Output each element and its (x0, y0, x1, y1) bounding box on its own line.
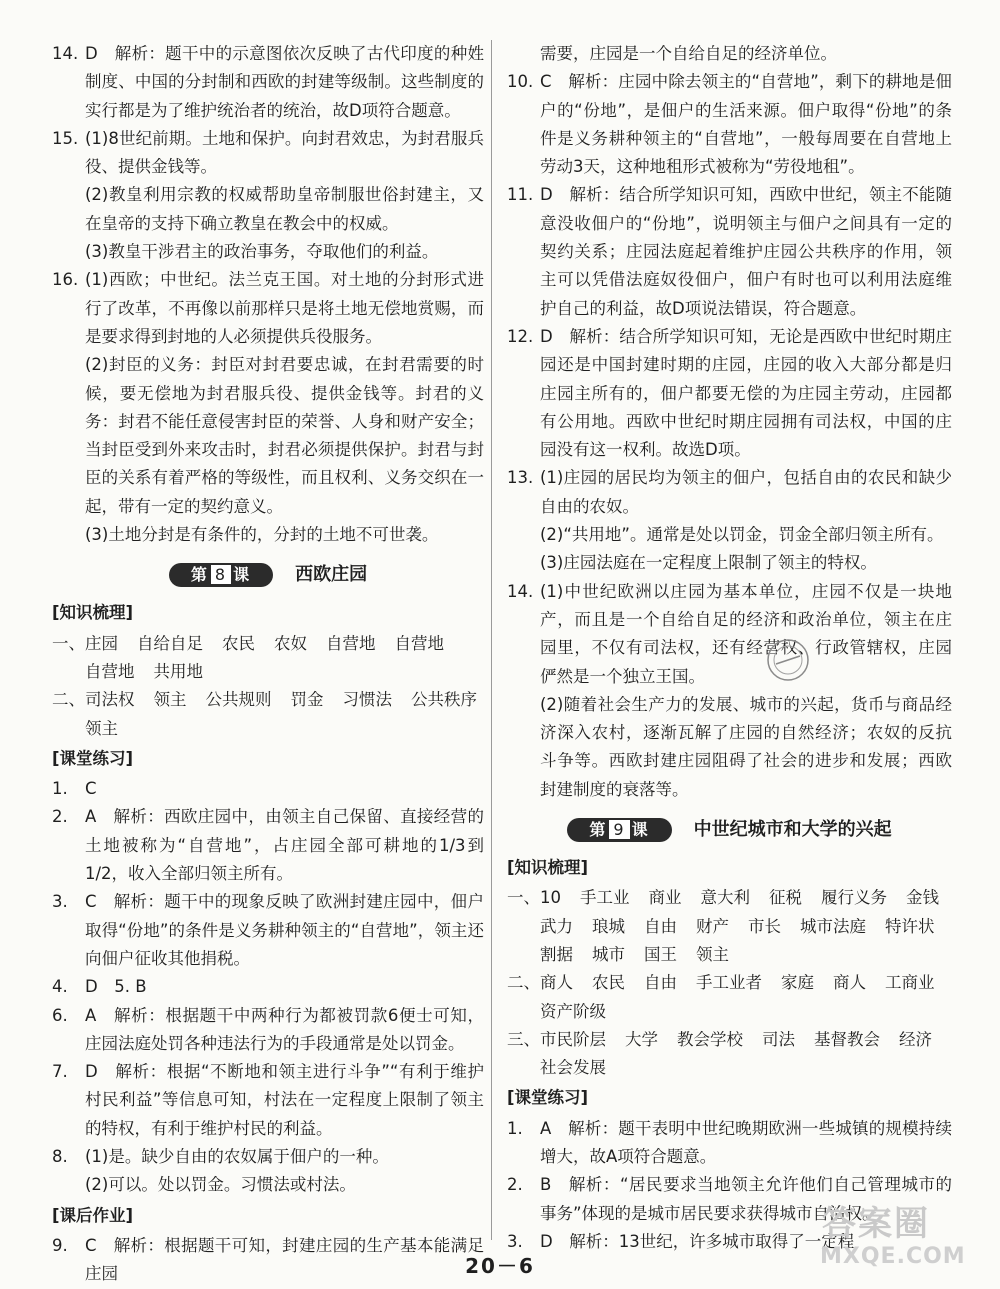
sub-answer: (2)“共用地”。通常是处以罚金，罚金全部归领主所有。 (540, 525, 944, 545)
keyword: 司法 (762, 1029, 795, 1049)
keyword: 资产阶级 (540, 1001, 606, 1021)
keyword: 城市 (592, 944, 625, 964)
lesson-title: 中世纪城市和大学的兴起 (693, 818, 892, 840)
watermark-url: MXQE.COM (820, 1244, 966, 1269)
keyword: 共用地 (153, 661, 203, 681)
keyword-row: 二、 商人 农民 自由 手工业者 家庭 商人 工商业 资产阶级 (507, 969, 952, 1026)
answer-item (52, 40, 484, 125)
left-column (52, 40, 484, 1288)
keyword: 教会学校 (677, 1029, 743, 1049)
answer-item (52, 266, 484, 351)
keyword: 特许状 (885, 916, 935, 936)
keyword: 基督教会 (814, 1029, 880, 1049)
answer-item: 8. (1)是。缺少自由的农奴属于佃户的一种。 (52, 1146, 389, 1166)
keyword: 公共秩序 (411, 690, 477, 710)
answer-item: 1. A 解析：题干表明中世纪晚期欧洲一些城镇的规模持续增大，故A项符合题意。 (507, 1118, 952, 1166)
keyword: 自由 (644, 973, 677, 993)
keyword: 商人 (833, 973, 866, 993)
sub-answer: (3)庄园法庭在一定程度上限制了领主的特权。 (540, 553, 877, 573)
keyword: 意大利 (700, 888, 750, 908)
keyword: 琅城 (592, 916, 625, 936)
keyword: 农奴 (274, 633, 307, 653)
keyword: 领主 (85, 718, 118, 738)
keyword-row: 一、 庄园 自给自足 农民 农奴 自营地 自营地 自营地 共用地 (52, 630, 484, 687)
keyword: 金钱 (906, 888, 939, 908)
column-divider (491, 40, 492, 1240)
lesson-badge: 第 9 课 (567, 818, 671, 842)
keyword: 商业 (648, 888, 682, 908)
section-class-exercise: [课堂练习] (52, 748, 134, 768)
keyword-row: 二、 司法权 领主 公共规则 罚金 习惯法 公共秩序 领主 (52, 686, 484, 743)
answer-item: 2. A 解析：西欧庄园中，由领主自己保留、直接经营的土地被称为“自营地”，占庄园全部可耕地的1/3到1/2，收入全部归领主所有。 (52, 807, 484, 884)
item-text: D 解析：题干中的示意图依次反映了古代印度的种姓制度、中国的分封制和西欧的封建等级制。这些制度的实行都是为了维护统治者的统治，故D项符合题意。 (85, 44, 484, 120)
keyword: 自由 (644, 916, 677, 936)
answer-item: 2. B 解析：“居民要求当地领主允许他们自己管理城市的事务”体现的是城市居民要求获得城市自治权。 (507, 1175, 952, 1223)
item-number: 14. (52, 44, 79, 63)
keyword: 自给自足 (137, 633, 203, 653)
lesson-9-header (507, 814, 952, 846)
sub-answer: (3)土地分封是有条件的，分封的土地不可世袭。 (85, 525, 439, 545)
keyword: 工商业 (885, 973, 935, 993)
answer-item: 4. D 5. B (52, 977, 147, 997)
item-number: 16. (52, 270, 79, 290)
item-text: (1)西欧；中世纪。法兰克王国。对土地的分封形式进行了改革，不再像以前那样只是将土地无偿地赏赐，而是要求得到封地的人必须提供兵役服务。 (85, 270, 484, 346)
keyword: 割据 (540, 944, 573, 964)
keyword: 农民 (592, 973, 625, 993)
keyword: 市长 (748, 916, 781, 936)
keyword: 自营地 (394, 633, 444, 653)
section-class-exercise: [课堂练习] (507, 1088, 589, 1108)
answer-item: 11. D 解析：结合所学知识可知，西欧中世纪，领主不能随意没收佃户的“份地”，说明领主与佃户之间具有一定的契约关系；庄园法庭起着维护庄园公共秩序的作用，领主可以凭借法庭奴役佃户，佃户有时也可以利用法庭维护自己的利益，故D项说法错误，符合题意。 (507, 185, 952, 318)
section-knowledge: [知识梳理] (507, 858, 589, 878)
keyword: 武力 (540, 916, 573, 936)
keyword-row: 三、 市民阶层 大学 教会学校 司法 基督教会 经济 社会发展 (507, 1026, 952, 1083)
keyword: 罚金 (290, 690, 324, 710)
lesson-8-header (52, 559, 484, 591)
item-number: 15. (52, 128, 79, 148)
keyword: 国王 (644, 944, 677, 964)
keyword: 财产 (696, 916, 729, 936)
keyword: 自营地 (326, 633, 376, 653)
answer-item: 13. (1)庄园的居民均为领主的佃户，包括自由的农民和缺少自由的农奴。 (507, 468, 952, 516)
page-number: 20－6 (465, 1254, 535, 1278)
keyword: 城市法庭 (800, 916, 866, 936)
sub-answer: (2)随着社会生产力的发展、城市的兴起，货币与商品经济深入农村，逐渐瓦解了庄园的自然经济；农奴的反抗斗争等。西欧封建庄园阻碍了社会的进步和发展；西欧封建制度的衰落等。 (540, 694, 952, 799)
keyword-row: 一、 10 手工业 商业 意大利 征税 履行义务 金钱 武力 琅城 自由 财产 市长 城市法庭 特许状 割据 城市 国王 领主 (507, 884, 952, 969)
keyword: 庄园 (85, 633, 118, 653)
keyword: 手工业 (580, 888, 630, 908)
answer-item: 12. D 解析：结合所学知识可知，无论是西欧中世纪时期庄园还是中国封建时期的庄园，庄园的收入大部分都是归庄园主所有的，佃户都要无偿的为庄园主劳动，庄园都有公用地。西欧中世纪时期庄园拥有司法权，中国的庄园没有这一权利。故选D项。 (507, 326, 952, 460)
keyword: 征税 (769, 888, 802, 908)
keyword: 习惯法 (342, 690, 392, 710)
answer-item: 14. (1)中世纪欧洲以庄园为基本单位，庄园不仅是一块地产，而且是一个自给自足的经济和政治单位，领主在庄园里，不仅有司法权，还有经营权、行政管辖权，庄园俨然是一个独立王国。 (507, 581, 952, 686)
sub-answer: (2)封臣的义务：封臣对封君要忠诚，在封君需要的时候，要无偿地为封君服兵役、提供金钱等。封君的义务：封君不能任意侵害封臣的荣誉、人身和财产安全；当封臣受到外来攻击时，封君必须提供保护。封君与封臣的关系有着严格的等级性，而且权利、义务交织在一起，带有一定的契约意义。 (85, 355, 484, 516)
keyword: 司法权 (85, 690, 135, 710)
answer-item (52, 125, 484, 182)
answer-item: 3. D 解析：13世纪，许多城市取得了一定程 (507, 1231, 855, 1251)
keyword: 社会发展 (540, 1058, 606, 1078)
right-column (507, 40, 952, 1256)
sub-answer: (2)可以。处以罚金。习惯法或村法。 (85, 1175, 356, 1195)
answer-item: 9. C 解析：根据题干可知，封建庄园的生产基本能满足庄园 (52, 1235, 484, 1284)
keyword: 农民 (222, 633, 255, 653)
answer-item: 7. D 解析：根据“不断地和领主进行斗争”“有利于维护村民利益”等信息可知，村法在一定程度上限制了领主的特权，有利于维护村民的利益。 (52, 1062, 484, 1138)
keyword: 履行义务 (821, 888, 887, 908)
keyword: 领主 (153, 690, 187, 710)
continued-text: 需要，庄园是一个自给自足的经济单位。 (540, 44, 837, 63)
answer-item: 6. A 解析：根据题干中两种行为都被罚款6便士可知，庄园法庭处罚各种违法行为的手段通常是处以罚金。 (52, 1005, 484, 1053)
watermark-logo: 答案圈 (822, 1204, 930, 1244)
keyword: 领主 (696, 944, 729, 964)
item-text: (1)8世纪前期。土地和保护。向封君效忠，为封君服兵役、提供金钱等。 (85, 128, 484, 177)
lesson-title: 西欧庄园 (295, 564, 368, 586)
sub-answer: (3)教皇干涉君主的政治事务，夺取他们的利益。 (85, 242, 439, 262)
answer-item: 10. C 解析：庄园中除去领主的“自营地”，剩下的耕地是佃户的“份地”，是佃户的生活来源。佃户取得“份地”的条件是义务耕种领主的“自营地”，一般每周要在自营地上劳动3天，这种地租形式被称为“劳役地租”。 (507, 72, 952, 177)
answer-item: 3. C 解析：题干中的现象反映了欧洲封建庄园中，佃户取得“份地”的条件是义务耕种领主的“自营地”，领主还向佃户征收其他捐税。 (52, 892, 484, 968)
keyword: 自营地 (85, 661, 135, 681)
keyword: 10 (540, 888, 561, 908)
keyword: 经济 (899, 1029, 932, 1049)
keyword: 市民阶层 (540, 1029, 606, 1049)
answer-item: 1. C (52, 779, 97, 799)
lesson-badge: 第 8 课 (169, 563, 273, 587)
keyword: 商人 (540, 973, 573, 993)
keyword: 公共规则 (205, 690, 272, 710)
keyword: 大学 (625, 1029, 658, 1049)
ink-stamp-icon (764, 636, 812, 684)
section-homework: [课后作业] (52, 1205, 134, 1225)
sub-answer: (2)教皇利用宗教的权威帮助皇帝制服世俗封建主，又在皇帝的支持下确立教皇在教会中的权威。 (85, 185, 484, 233)
section-knowledge: [知识梳理] (52, 603, 134, 623)
keyword: 手工业者 (696, 973, 762, 993)
keyword: 家庭 (781, 973, 814, 993)
